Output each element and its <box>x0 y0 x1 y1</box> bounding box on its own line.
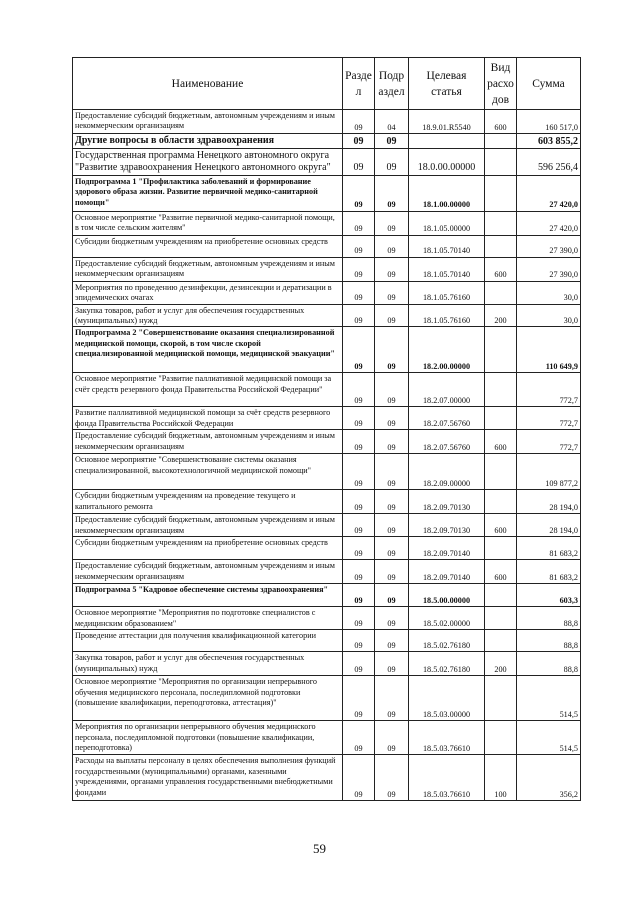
header-name: Наименование <box>73 58 343 110</box>
cell-target: 18.5.03.76610 <box>409 721 485 755</box>
cell-name: Основное мероприятие "Развитие паллиативной медицинской помощи за счёт средств резервного фонда Правительства Российской Федерации" <box>73 373 343 407</box>
cell-section: 09 <box>343 211 375 235</box>
cell-target: 18.2.07.56760 <box>409 407 485 430</box>
cell-name: Проведение аттестации для получения квалификационной категории <box>73 630 343 652</box>
cell-name: Предоставление субсидий бюджетным, автономным учреждениям и иным некоммерческим организациям <box>73 430 343 454</box>
cell-amount: 27 420,0 <box>517 175 581 211</box>
cell-amount: 27 390,0 <box>517 235 581 257</box>
cell-subsection: 09 <box>375 560 409 584</box>
table-row <box>73 630 581 652</box>
cell-target <box>409 134 485 149</box>
cell-target: 18.1.05.76160 <box>409 304 485 327</box>
cell-amount: 81 683,2 <box>517 560 581 584</box>
cell-subsection: 09 <box>375 407 409 430</box>
cell-subsection: 09 <box>375 607 409 630</box>
cell-amount: 81 683,2 <box>517 537 581 560</box>
cell-section: 09 <box>343 584 375 607</box>
cell-subsection: 09 <box>375 755 409 801</box>
cell-subsection: 09 <box>375 304 409 327</box>
cell-section: 09 <box>343 490 375 514</box>
cell-subsection: 09 <box>375 630 409 652</box>
cell-section: 09 <box>343 430 375 454</box>
cell-section: 09 <box>343 327 375 373</box>
cell-subsection: 09 <box>375 175 409 211</box>
cell-amount: 772,7 <box>517 407 581 430</box>
cell-target: 18.1.05.70140 <box>409 257 485 281</box>
cell-expense-type: 600 <box>485 560 517 584</box>
cell-amount: 30,0 <box>517 281 581 304</box>
cell-target: 18.2.07.56760 <box>409 430 485 454</box>
cell-amount: 88,8 <box>517 652 581 676</box>
cell-target: 18.1.00.00000 <box>409 175 485 211</box>
cell-name: Субсидии бюджетным учреждениям на приобретение основных средств <box>73 235 343 257</box>
cell-amount: 27 390,0 <box>517 257 581 281</box>
cell-section: 09 <box>343 514 375 537</box>
table-body <box>73 110 581 801</box>
cell-name: Государственная программа Ненецкого автономного округа "Развитие здравоохранения Ненецкого автономного округа" <box>73 149 343 176</box>
cell-amount: 160 517,0 <box>517 110 581 134</box>
cell-section: 09 <box>343 175 375 211</box>
cell-subsection: 09 <box>375 454 409 490</box>
cell-name: Основное мероприятие "Развитие первичной медико-санитарной помощи, в том числе сельским жителям" <box>73 211 343 235</box>
table-row <box>73 149 581 176</box>
cell-subsection: 09 <box>375 537 409 560</box>
page-number: 59 <box>313 841 326 856</box>
cell-amount: 772,7 <box>517 373 581 407</box>
cell-amount: 110 649,9 <box>517 327 581 373</box>
cell-subsection: 09 <box>375 721 409 755</box>
cell-expense-type <box>485 235 517 257</box>
cell-name: Основное мероприятие "Совершенствование системы оказания специализированной, высокотехнологичной медицинской помощи" <box>73 454 343 490</box>
cell-subsection: 09 <box>375 490 409 514</box>
cell-section: 09 <box>343 721 375 755</box>
cell-section: 09 <box>343 257 375 281</box>
cell-expense-type <box>485 149 517 176</box>
cell-target: 18.1.05.70140 <box>409 235 485 257</box>
cell-name: Предоставление субсидий бюджетным, автономным учреждениям и иным некоммерческим организациям <box>73 514 343 537</box>
cell-target: 18.5.03.00000 <box>409 676 485 721</box>
cell-name: Подпрограмма 2 "Совершенствование оказания специализированной медицинской помощи, скорой, в том числе скорой специализированной медицинской помощи, медицинской эвакуации" <box>73 327 343 373</box>
cell-name: Подпрограмма 1 "Профилактика заболеваний и формирование здорового образа жизни. Развитие первичной медико-санитарной помощи" <box>73 175 343 211</box>
table-row <box>73 175 581 211</box>
cell-name: Основное мероприятие "Мероприятия по организации непрерывного обучения медицинского персонала, последипломной подготовки (повышение квалификации, переподготовка, аттестация)" <box>73 676 343 721</box>
cell-target: 18.1.05.00000 <box>409 211 485 235</box>
cell-expense-type: 600 <box>485 257 517 281</box>
cell-section: 09 <box>343 149 375 176</box>
cell-amount: 27 420,0 <box>517 211 581 235</box>
cell-name: Предоставление субсидий бюджетным, автономным учреждениям и иным некоммерческим организациям <box>73 257 343 281</box>
cell-subsection: 09 <box>375 149 409 176</box>
cell-expense-type <box>485 134 517 149</box>
cell-expense-type <box>485 584 517 607</box>
cell-subsection: 09 <box>375 584 409 607</box>
cell-name: Субсидии бюджетным учреждениям на приобретение основных средств <box>73 537 343 560</box>
header-target: Целевая статья <box>409 58 485 110</box>
table-row <box>73 676 581 721</box>
cell-subsection: 09 <box>375 134 409 149</box>
cell-expense-type: 200 <box>485 652 517 676</box>
cell-target: 18.2.09.00000 <box>409 454 485 490</box>
cell-amount: 28 194,0 <box>517 514 581 537</box>
cell-subsection: 09 <box>375 514 409 537</box>
cell-section: 09 <box>343 755 375 801</box>
cell-subsection: 09 <box>375 373 409 407</box>
table-row <box>73 257 581 281</box>
header-amount: Сумма <box>517 58 581 110</box>
cell-name: Закупка товаров, работ и услуг для обеспечения государственных (муниципальных) нужд <box>73 304 343 327</box>
cell-expense-type <box>485 281 517 304</box>
table-row <box>73 211 581 235</box>
header-row <box>73 58 581 110</box>
cell-section: 09 <box>343 134 375 149</box>
cell-section: 09 <box>343 407 375 430</box>
cell-name: Закупка товаров, работ и услуг для обеспечения государственных (муниципальных) нужд <box>73 652 343 676</box>
table-row <box>73 110 581 134</box>
table-row <box>73 430 581 454</box>
table-row <box>73 327 581 373</box>
table-row <box>73 652 581 676</box>
cell-name: Мероприятия по организации непрерывного обучения медицинского персонала, последипломной подготовки (повышение квалификации, переподготовка) <box>73 721 343 755</box>
cell-subsection: 09 <box>375 430 409 454</box>
cell-section: 09 <box>343 281 375 304</box>
cell-target: 18.2.09.70140 <box>409 560 485 584</box>
cell-expense-type <box>485 175 517 211</box>
cell-amount: 603,3 <box>517 584 581 607</box>
header-subsection: Подр аздел <box>375 58 409 110</box>
table-row <box>73 235 581 257</box>
table-row <box>73 755 581 801</box>
cell-expense-type: 600 <box>485 430 517 454</box>
cell-amount: 30,0 <box>517 304 581 327</box>
table-row <box>73 721 581 755</box>
cell-section: 09 <box>343 560 375 584</box>
cell-name: Подпрограмма 5 "Кадровое обеспечение системы здравоохранения" <box>73 584 343 607</box>
cell-subsection: 09 <box>375 257 409 281</box>
cell-section: 09 <box>343 304 375 327</box>
table-row <box>73 373 581 407</box>
table-row <box>73 407 581 430</box>
cell-target: 18.5.00.00000 <box>409 584 485 607</box>
cell-subsection: 09 <box>375 676 409 721</box>
cell-target: 18.2.09.70140 <box>409 537 485 560</box>
cell-amount: 772,7 <box>517 430 581 454</box>
cell-target: 18.5.02.76180 <box>409 652 485 676</box>
cell-expense-type <box>485 211 517 235</box>
cell-expense-type <box>485 490 517 514</box>
cell-expense-type <box>485 537 517 560</box>
table-row <box>73 514 581 537</box>
cell-target: 18.5.02.76180 <box>409 630 485 652</box>
cell-section: 09 <box>343 676 375 721</box>
table-row <box>73 607 581 630</box>
cell-section: 09 <box>343 373 375 407</box>
cell-amount: 109 877,2 <box>517 454 581 490</box>
cell-section: 09 <box>343 454 375 490</box>
table-row <box>73 560 581 584</box>
cell-amount: 356,2 <box>517 755 581 801</box>
cell-subsection: 09 <box>375 281 409 304</box>
cell-name: Развитие паллиативной медицинской помощи за счёт средств резервного фонда Правительства Российской Федерации <box>73 407 343 430</box>
cell-section: 09 <box>343 630 375 652</box>
cell-subsection: 04 <box>375 110 409 134</box>
header-section: Разде л <box>343 58 375 110</box>
cell-expense-type <box>485 373 517 407</box>
cell-subsection: 09 <box>375 235 409 257</box>
cell-target: 18.5.02.00000 <box>409 607 485 630</box>
cell-subsection: 09 <box>375 211 409 235</box>
table-row <box>73 281 581 304</box>
cell-expense-type <box>485 407 517 430</box>
cell-expense-type <box>485 327 517 373</box>
cell-expense-type: 200 <box>485 304 517 327</box>
cell-name: Другие вопросы в области здравоохранения <box>73 134 343 149</box>
table-row <box>73 584 581 607</box>
cell-amount: 514,5 <box>517 676 581 721</box>
cell-expense-type: 600 <box>485 110 517 134</box>
table-row <box>73 304 581 327</box>
cell-subsection: 09 <box>375 327 409 373</box>
cell-target: 18.0.00.00000 <box>409 149 485 176</box>
header-expense-type: Вид расхо дов <box>485 58 517 110</box>
table-row <box>73 490 581 514</box>
table-row <box>73 134 581 149</box>
cell-target: 18.2.07.00000 <box>409 373 485 407</box>
cell-name: Расходы на выплаты персоналу в целях обеспечения выполнения функций государственными (муниципальными) органами, казенными учреждениями, органами управления государственными внебюджетными фондами <box>73 755 343 801</box>
cell-name: Предоставление субсидий бюджетным, автономным учреждениям и иным некоммерческим организациям <box>73 110 343 134</box>
cell-section: 09 <box>343 607 375 630</box>
cell-name: Мероприятия по проведению дезинфекции, дезинсекции и дератизации в эпидемических очагах <box>73 281 343 304</box>
cell-section: 09 <box>343 652 375 676</box>
cell-amount: 603 855,2 <box>517 134 581 149</box>
cell-target: 18.5.03.76610 <box>409 755 485 801</box>
cell-expense-type <box>485 454 517 490</box>
table-row <box>73 454 581 490</box>
cell-section: 09 <box>343 537 375 560</box>
cell-expense-type <box>485 676 517 721</box>
cell-amount: 88,8 <box>517 607 581 630</box>
cell-expense-type: 100 <box>485 755 517 801</box>
cell-subsection: 09 <box>375 652 409 676</box>
cell-amount: 514,5 <box>517 721 581 755</box>
cell-name: Основное мероприятие "Мероприятия по подготовке специалистов с медицинским образованием" <box>73 607 343 630</box>
cell-name: Предоставление субсидий бюджетным, автономным учреждениям и иным некоммерческим организациям <box>73 560 343 584</box>
cell-section: 09 <box>343 235 375 257</box>
cell-expense-type <box>485 630 517 652</box>
budget-table <box>72 57 581 801</box>
table-row <box>73 537 581 560</box>
cell-expense-type: 600 <box>485 514 517 537</box>
cell-target: 18.2.09.70130 <box>409 490 485 514</box>
cell-amount: 596 256,4 <box>517 149 581 176</box>
cell-target: 18.2.00.00000 <box>409 327 485 373</box>
cell-amount: 28 194,0 <box>517 490 581 514</box>
cell-target: 18.2.09.70130 <box>409 514 485 537</box>
cell-target: 18.9.01.R5540 <box>409 110 485 134</box>
cell-name: Субсидии бюджетным учреждениям на проведение текущего и капитального ремонта <box>73 490 343 514</box>
cell-target: 18.1.05.76160 <box>409 281 485 304</box>
cell-amount: 88,8 <box>517 630 581 652</box>
cell-section: 09 <box>343 110 375 134</box>
cell-expense-type <box>485 607 517 630</box>
cell-expense-type <box>485 721 517 755</box>
